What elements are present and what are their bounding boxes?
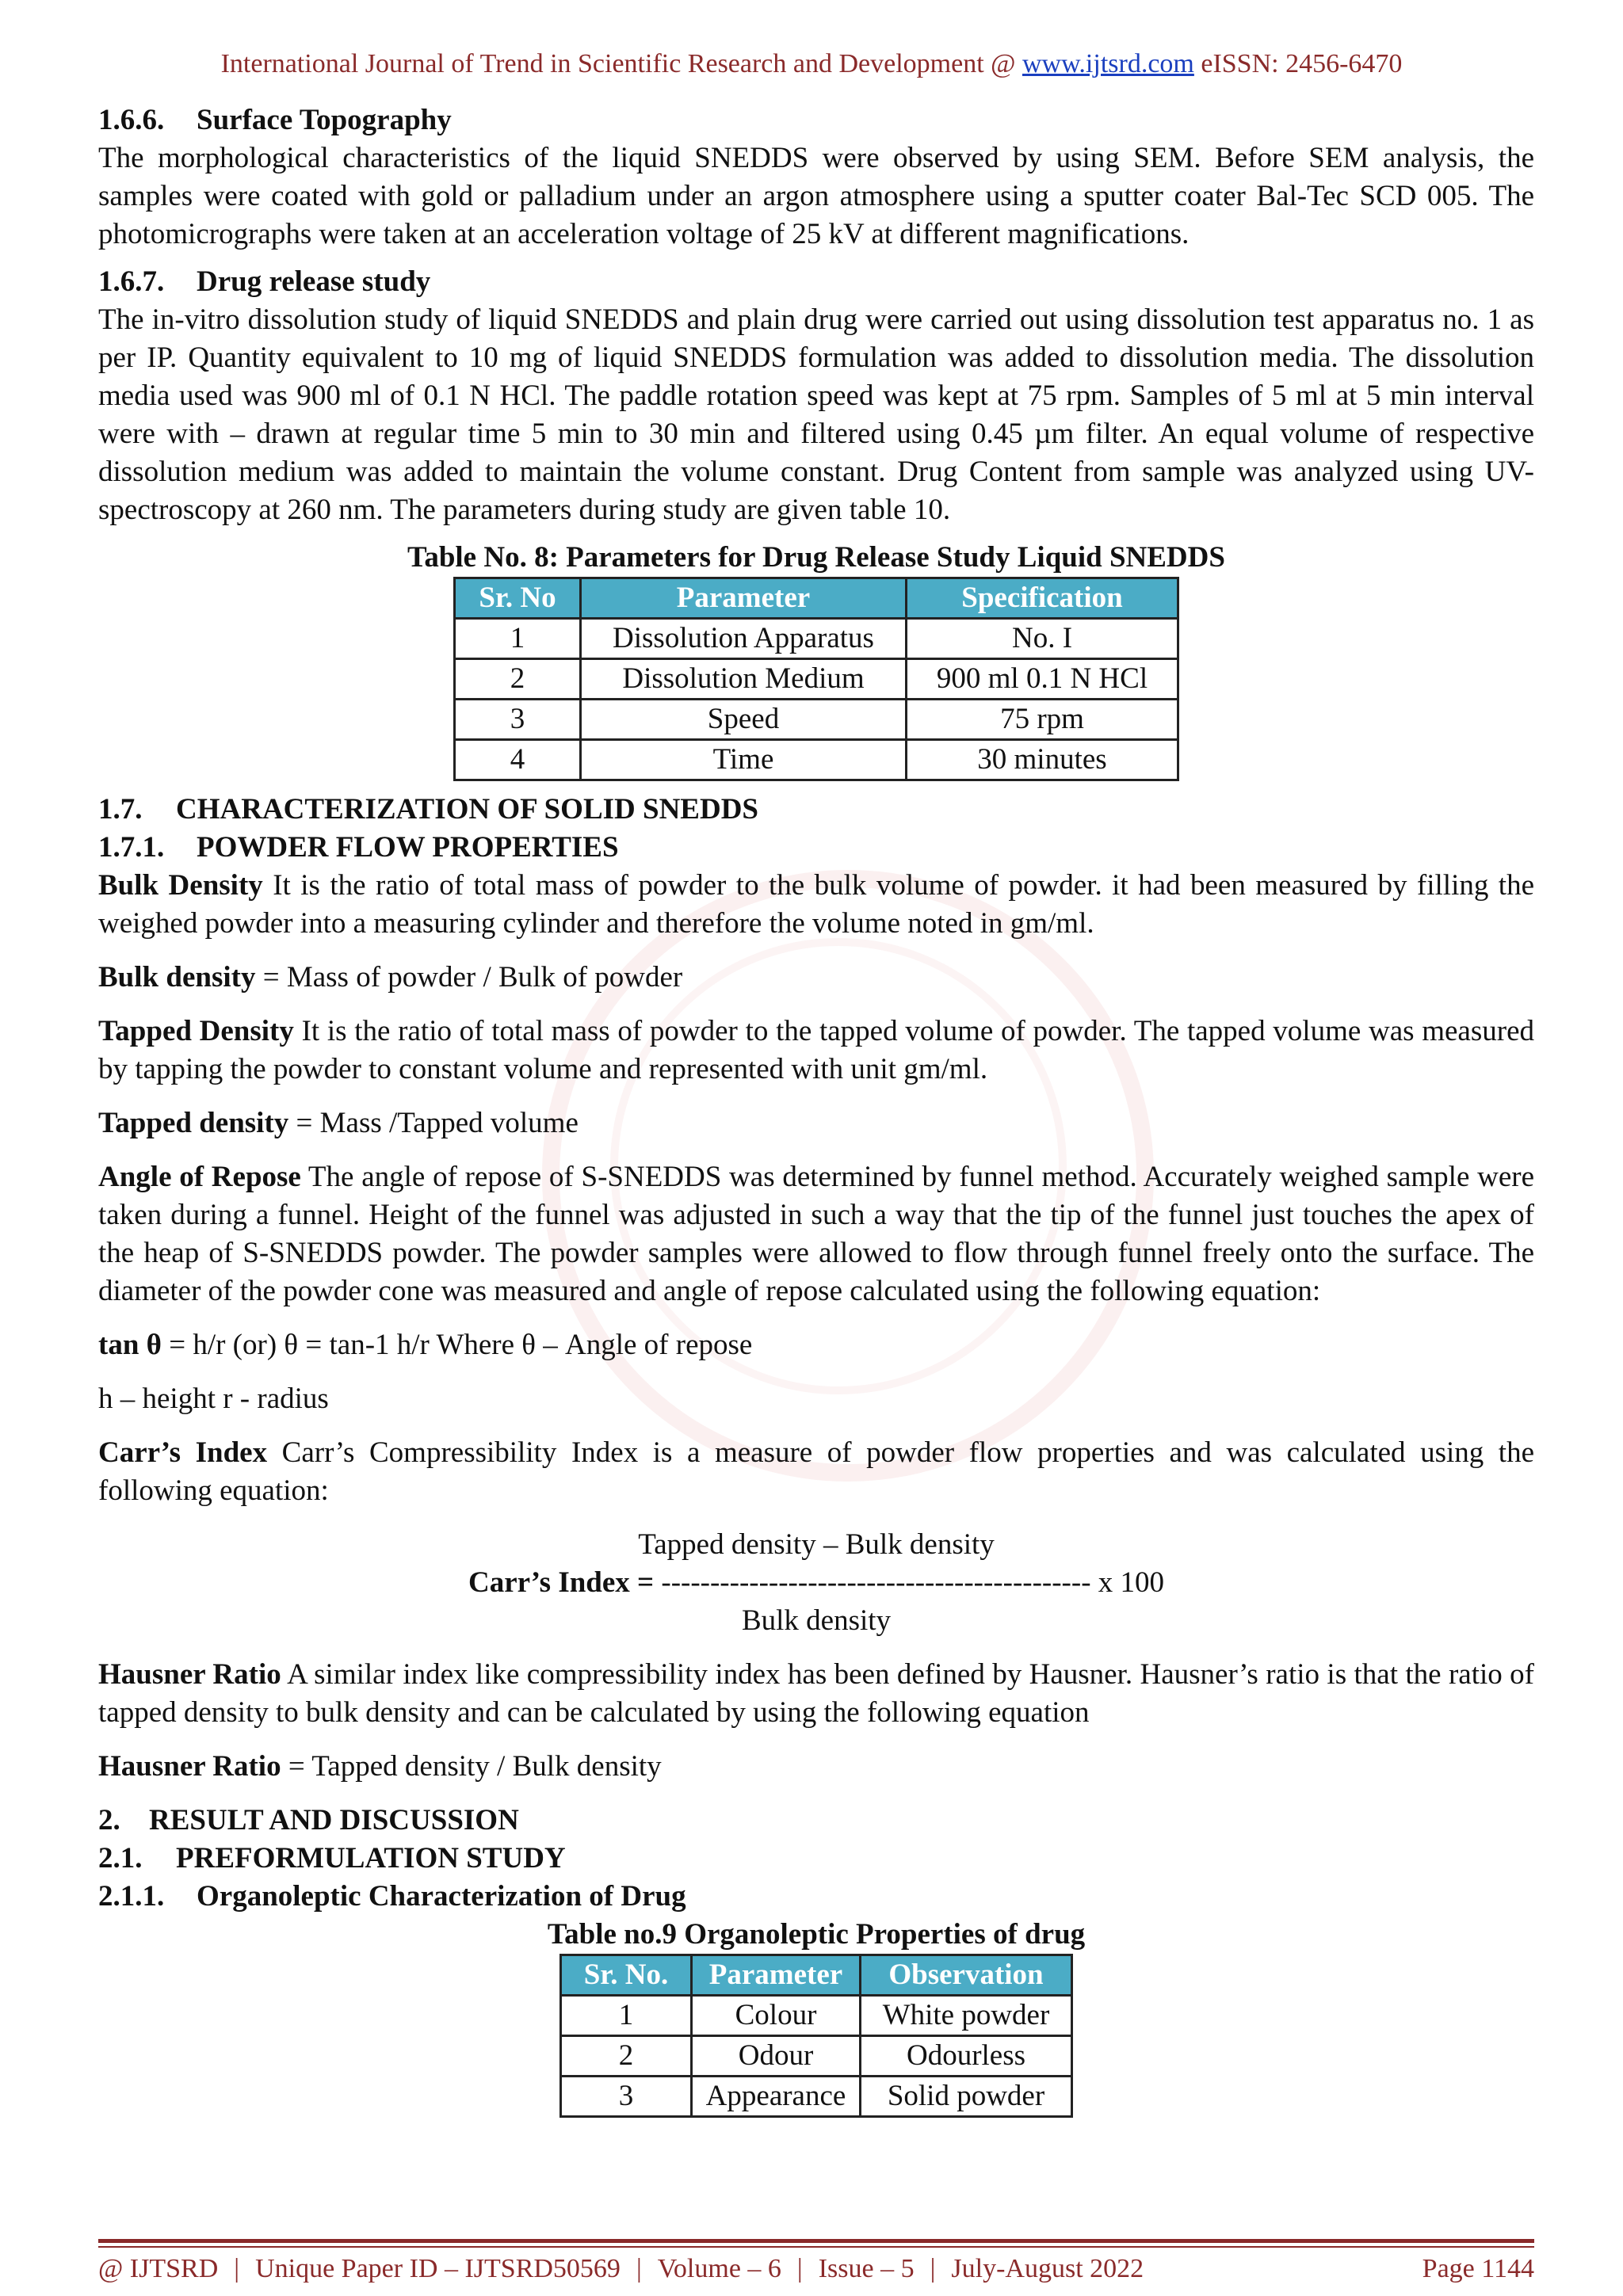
table-header-cell: Sr. No bbox=[455, 578, 581, 619]
heading-1-7-1 bbox=[98, 829, 1534, 867]
footer-rule-thin bbox=[98, 2246, 1534, 2248]
table-cell: 3 bbox=[561, 2077, 692, 2117]
header-prefix: International Journal of Trend in Scientific Research and Development @ bbox=[220, 49, 1022, 78]
heading-number: 1.7.1. bbox=[98, 831, 165, 864]
table-cell: White powder bbox=[861, 1996, 1072, 2036]
table-cell: Time bbox=[581, 740, 907, 780]
heading-1-6-7 bbox=[98, 263, 1534, 301]
table-cell: Solid powder bbox=[861, 2077, 1072, 2117]
equation-angle-of-repose bbox=[98, 1326, 1534, 1364]
footer-volume: Volume – 6 bbox=[657, 2254, 781, 2283]
table-cell: 30 minutes bbox=[907, 740, 1178, 780]
table-row bbox=[561, 2036, 1072, 2077]
footer-issue: Issue – 5 bbox=[818, 2254, 915, 2283]
heading-title: CHARACTERIZATION OF SOLID SNEDDS bbox=[176, 793, 758, 826]
footer-paper-id: Unique Paper ID – IJTSRD50569 bbox=[255, 2254, 621, 2283]
term: Bulk density bbox=[98, 961, 256, 994]
heading-number: 2.1. bbox=[98, 1842, 143, 1875]
table-header-cell: Observation bbox=[861, 1955, 1072, 1996]
table-cell: 2 bbox=[455, 659, 581, 700]
equation-denominator: Bulk density bbox=[741, 1604, 892, 1637]
footer-rule bbox=[98, 2239, 1534, 2243]
table-cell: 900 ml 0.1 N HCl bbox=[907, 659, 1178, 700]
table-8-caption: Table No. 8: Parameters for Drug Release Study Liquid SNEDDS bbox=[407, 541, 1225, 574]
table-header-cell: Specification bbox=[907, 578, 1178, 619]
term-body: A similar index like compressibility index has been defined by Hausner. Hausner’s ratio is that the ratio of tapped density to bulk density and can be calculated by using the following equation bbox=[98, 1658, 1534, 1729]
equation-body: = Tapped density / Bulk density bbox=[281, 1750, 662, 1783]
heading-1-7 bbox=[98, 791, 1534, 829]
table-cell: 1 bbox=[561, 1996, 692, 2036]
table-cell: 75 rpm bbox=[907, 700, 1178, 740]
term-body: It is the ratio of total mass of powder to the bulk volume of powder. it had been measured by filling the weighed powder into a measuring cylinder and therefore the volume noted in gm/ml. bbox=[98, 869, 1534, 940]
table-8 bbox=[453, 577, 1179, 781]
table-cell: No. I bbox=[907, 619, 1178, 659]
heading-2 bbox=[98, 1802, 1534, 1840]
heading-title: Organoleptic Characterization of Drug bbox=[197, 1880, 686, 1913]
table-cell: Speed bbox=[581, 700, 907, 740]
paragraph-tapped-density bbox=[98, 1013, 1534, 1089]
term: Hausner Ratio bbox=[98, 1658, 281, 1691]
equation-body: = Mass of powder / Bulk of powder bbox=[255, 961, 683, 994]
term: tan θ bbox=[98, 1329, 162, 1361]
heading-2-1-1 bbox=[98, 1878, 1534, 1916]
equation-lhs: Carr’s Index = bbox=[468, 1566, 662, 1599]
paragraph-carrs-index bbox=[98, 1434, 1534, 1510]
table-header-cell: Parameter bbox=[581, 578, 907, 619]
paragraph-hausner-ratio bbox=[98, 1656, 1534, 1732]
table-row bbox=[455, 740, 1178, 780]
equation-body: = Mass /Tapped volume bbox=[288, 1107, 579, 1139]
table-row bbox=[455, 619, 1178, 659]
footer-page: Page 1144 bbox=[1422, 2254, 1534, 2283]
table-header-row bbox=[455, 578, 1178, 619]
running-footer bbox=[98, 2250, 1534, 2288]
heading-number: 2.1.1. bbox=[98, 1880, 165, 1913]
table-cell: Colour bbox=[692, 1996, 861, 2036]
equation-body: = h/r (or) θ = tan-1 h/r Where θ – Angle of repose bbox=[161, 1329, 753, 1361]
heading-1-6-6 bbox=[98, 101, 1534, 139]
table-cell: 4 bbox=[455, 740, 581, 780]
equation-legend: h – height r - radius bbox=[98, 1383, 329, 1415]
paragraph-drug-release: The in-vitro dissolution study of liquid SNEDDS and plain drug were carried out using dissolution test apparatus no. 1 as per IP. Quantity equivalent to 10 mg of liquid SNEDDS formulation was added to dissolution media. The dissolution media used was 900 ml of 0.1 N HCl. The paddle rotation speed was kept at 75 rpm. Samples of 5 ml at 5 min interval were with – drawn at regular time 5 min to 30 min and filtered using 0.45 µm filter. An equal volume of respective dissolution medium was added to maintain the volume constant. Drug Content from sample was analyzed using UV-spectroscopy at 260 nm. The parameters during study are given table 10. bbox=[98, 303, 1534, 526]
table-9 bbox=[559, 1954, 1073, 2118]
table-cell: 1 bbox=[455, 619, 581, 659]
running-header bbox=[0, 49, 1623, 79]
heading-title: Surface Topography bbox=[197, 104, 452, 136]
table-cell: Dissolution Apparatus bbox=[581, 619, 907, 659]
term: Bulk Density bbox=[98, 869, 263, 902]
header-suffix: eISSN: 2456-6470 bbox=[1193, 49, 1403, 78]
term: Carr’s Index bbox=[98, 1436, 268, 1469]
table-9-caption: Table no.9 Organoleptic Properties of drug bbox=[547, 1918, 1086, 1951]
equation-hausner-ratio bbox=[98, 1748, 1534, 1786]
footer-journal: @ IJTSRD bbox=[98, 2254, 219, 2283]
footer-left: @ IJTSRD | Unique Paper ID – IJTSRD50569 | Volume – 6 | Issue – 5 | July-August 2022 bbox=[98, 2254, 1144, 2283]
equation-tapped-density bbox=[98, 1104, 1534, 1142]
heading-title: Drug release study bbox=[197, 265, 431, 298]
table-cell: Dissolution Medium bbox=[581, 659, 907, 700]
term: Angle of Repose bbox=[98, 1161, 301, 1193]
table-cell: Odour bbox=[692, 2036, 861, 2077]
paragraph-angle-of-repose bbox=[98, 1158, 1534, 1310]
table-header-row bbox=[561, 1955, 1072, 1996]
paragraph-surface-topography: The morphological characteristics of the liquid SNEDDS were observed by using SEM. Before SEM analysis, the samples were coated with gold or palladium under an argon atmosphere using a sputter coater Bal-Tec SCD 005. The photomicrographs were taken at an acceleration voltage of 25 kV at different magnifications. bbox=[98, 142, 1534, 250]
term-body: Carr’s Compressibility Index is a measure of powder flow properties and was calculated using the following equation: bbox=[98, 1436, 1534, 1507]
table-row bbox=[455, 700, 1178, 740]
heading-number: 2. bbox=[98, 1804, 120, 1836]
header-link[interactable]: www.ijtsrd.com bbox=[1022, 49, 1194, 78]
table-row bbox=[455, 659, 1178, 700]
term: Tapped Density bbox=[98, 1015, 294, 1047]
heading-title: PREFORMULATION STUDY bbox=[176, 1842, 566, 1875]
table-row bbox=[561, 1996, 1072, 2036]
footer-date: July-August 2022 bbox=[951, 2254, 1144, 2283]
equation-carrs-index bbox=[98, 1526, 1534, 1640]
table-cell: 2 bbox=[561, 2036, 692, 2077]
heading-number: 1.6.7. bbox=[98, 265, 165, 298]
term-body: The angle of repose of S-SNEDDS was determined by funnel method. Accurately weighed sample were taken during a funnel. Height of the funnel was adjusted in such a way that the tip of the funnel just touches the apex of the heap of S-SNEDDS powder. The powder samples were allowed to flow through funnel freely onto the surface. The diameter of the powder cone was measured and angle of repose calculated using the following equation: bbox=[98, 1161, 1534, 1307]
paragraph-bulk-density bbox=[98, 867, 1534, 943]
equation-bulk-density bbox=[98, 959, 1534, 997]
term: Tapped density bbox=[98, 1107, 289, 1139]
heading-title: POWDER FLOW PROPERTIES bbox=[197, 831, 619, 864]
table-row bbox=[561, 2077, 1072, 2117]
table-cell: 3 bbox=[455, 700, 581, 740]
page-content bbox=[98, 101, 1534, 2118]
heading-2-1 bbox=[98, 1840, 1534, 1878]
equation-numerator: Tapped density – Bulk density bbox=[638, 1528, 995, 1561]
table-cell: Odourless bbox=[861, 2036, 1072, 2077]
heading-title: RESULT AND DISCUSSION bbox=[149, 1804, 519, 1836]
table-header-cell: Parameter bbox=[692, 1955, 861, 1996]
term-body: It is the ratio of total mass of powder to the tapped volume of powder. The tapped volume was measured by tapping the powder to constant volume and represented with unit gm/ml. bbox=[98, 1015, 1534, 1085]
heading-number: 1.6.6. bbox=[98, 104, 165, 136]
table-header-cell: Sr. No. bbox=[561, 1955, 692, 1996]
heading-number: 1.7. bbox=[98, 793, 143, 826]
equation-fraction-line bbox=[98, 1564, 1534, 1602]
equation-dashes: -------------------------------------------- x 100 bbox=[661, 1566, 1165, 1599]
term: Hausner Ratio bbox=[98, 1750, 281, 1783]
table-cell: Appearance bbox=[692, 2077, 861, 2117]
